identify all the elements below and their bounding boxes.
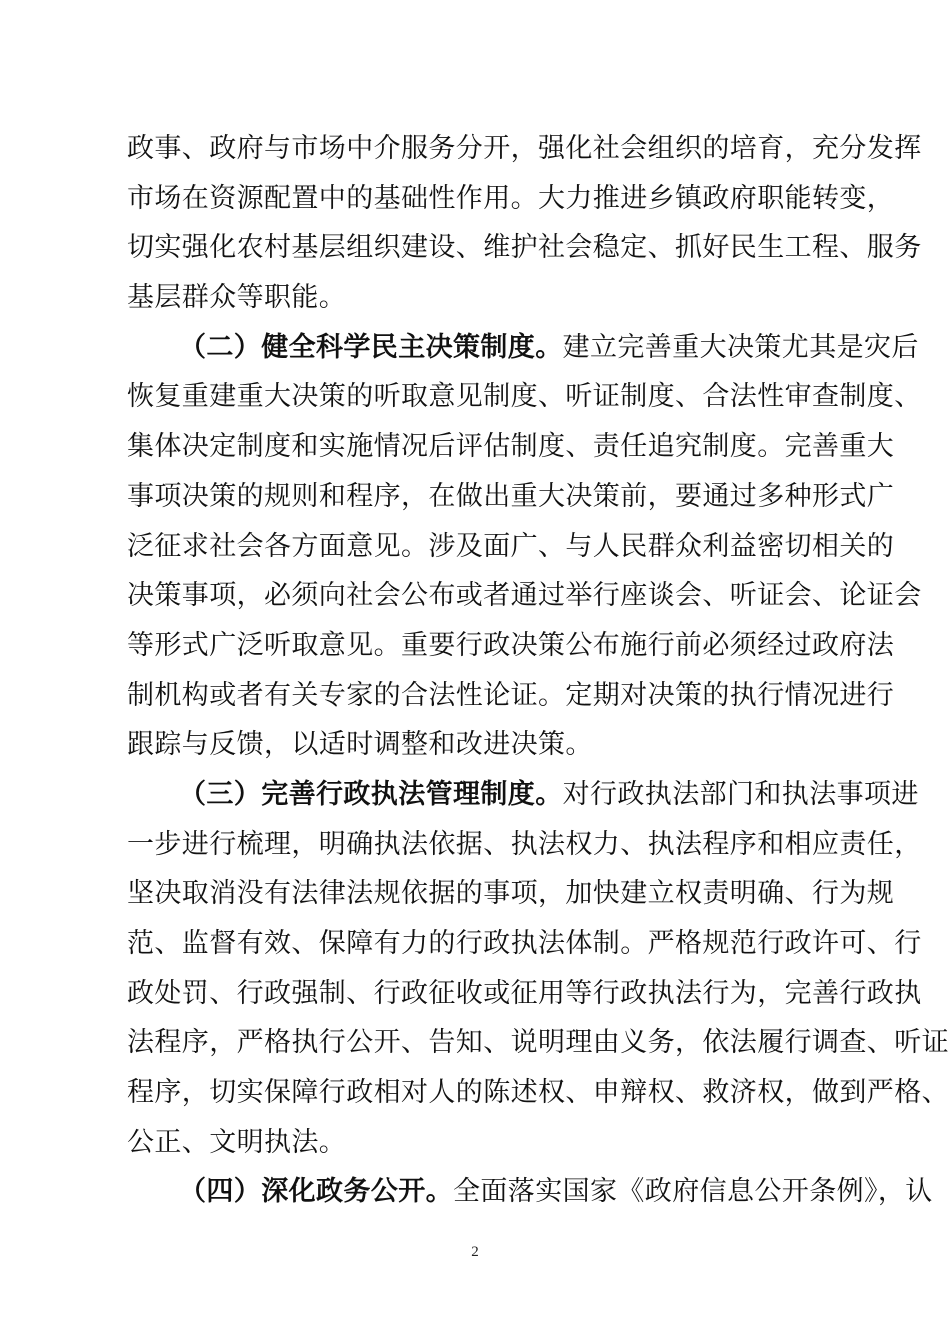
text-line: 制机构或者有关专家的合法性论证。定期对决策的执行情况进行 <box>127 679 895 711</box>
text-span: 对行政执法部门和执法事项进 <box>562 778 919 810</box>
text-span: 全面落实国家《政府信息公开条例》，认 <box>453 1176 933 1208</box>
text-line: 泛征求社会各方面意见。涉及面广、与人民群众利益密切相关的 <box>127 530 895 562</box>
text-line: 切实强化农村基层组织建设、维护社会稳定、抓好民生工程、服务 <box>127 232 922 264</box>
text-line: 政处罚、行政强制、行政征收或征用等行政执法行为，完善行政执 <box>127 977 922 1009</box>
text-line: 决策事项，必须向社会公布或者通过举行座谈会、听证会、论证会 <box>127 580 922 612</box>
text-line: 恢复重建重大决策的听取意见制度、听证制度、合法性审查制度、 <box>127 381 922 413</box>
text-line: 事项决策的规则和程序，在做出重大决策前，要通过多种形式广 <box>127 480 895 512</box>
text-line: 一步进行梳理，明确执法依据、执法权力、执法程序和相应责任， <box>127 828 922 860</box>
text-line: 程序，切实保障行政相对人的陈述权、申辩权、救济权，做到严格、 <box>127 1077 949 1109</box>
text-line: 坚决取消没有法律法规依据的事项，加快建立权责明确、行为规 <box>127 878 895 910</box>
page-number: 2 <box>471 1244 479 1260</box>
text-line: 公正、文明执法。 <box>127 1126 347 1158</box>
text-line: 法程序，严格执行公开、告知、说明理由义务，依法履行调查、听证 <box>127 1027 949 1059</box>
text-line: 范、监督有效、保障有力的行政执法体制。严格规范行政许可、行 <box>127 928 922 959</box>
section-heading: （二）健全科学民主决策制度。 <box>179 331 563 363</box>
paragraph-first-line <box>127 770 919 820</box>
text-line: 基层群众等职能。 <box>127 282 347 314</box>
text-line: 政事、政府与市场中介服务分开，强化社会组织的培育，充分发挥 <box>127 133 922 164</box>
body-text <box>127 124 949 1217</box>
text-line: 集体决定制度和实施情况后评估制度、责任追究制度。完善重大 <box>127 431 895 463</box>
section-heading: （四）深化政务公开。 <box>179 1176 453 1208</box>
paragraph-first-line <box>127 323 919 373</box>
text-span: 建立完善重大决策尤其是灾后 <box>562 331 919 363</box>
section-heading: （三）完善行政执法管理制度。 <box>179 778 563 810</box>
text-line: 等形式广泛听取意见。重要行政决策公布施行前必须经过政府法 <box>127 629 895 661</box>
paragraph-first-line <box>127 1167 933 1217</box>
text-line: 跟踪与反馈，以适时调整和改进决策。 <box>127 729 593 761</box>
text-line: 市场在资源配置中的基础性作用。大力推进乡镇政府职能转变， <box>127 182 895 214</box>
